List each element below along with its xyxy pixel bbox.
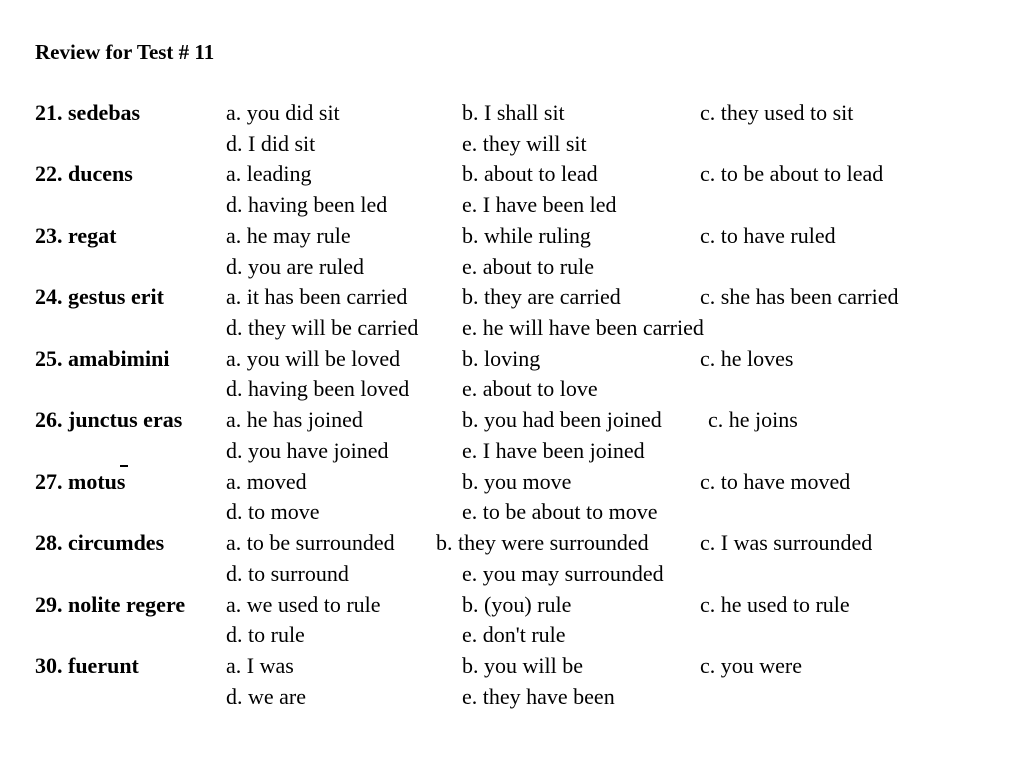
question-label: 27. motus <box>35 469 126 494</box>
option-a: a. to be surrounded <box>226 530 395 555</box>
option-e: e. don't rule <box>462 622 566 647</box>
question-row <box>0 313 1024 343</box>
question-label: 25. amabimini <box>35 346 170 371</box>
option-d: d. to move <box>226 499 320 524</box>
option-d: d. you have joined <box>226 438 389 463</box>
option-d: d. you are ruled <box>226 254 365 279</box>
option-a: a. he may rule <box>226 223 351 248</box>
option-b: b. (you) rule <box>462 592 572 617</box>
question-label: 30. fuerunt <box>35 653 139 678</box>
option-d: d. having been led <box>226 192 388 217</box>
question-row <box>0 682 1024 712</box>
option-c: c. they used to sit <box>700 100 854 125</box>
option-a: a. leading <box>226 161 312 186</box>
option-c: c. to have ruled <box>700 223 836 248</box>
option-d: d. I did sit <box>226 131 316 156</box>
question-row <box>0 129 1024 159</box>
option-a: a. moved <box>226 469 307 494</box>
option-d: d. to surround <box>226 561 349 586</box>
question-row <box>0 436 1024 466</box>
question-row <box>0 190 1024 220</box>
option-e: e. about to love <box>462 376 598 401</box>
option-e: e. I have been led <box>462 192 617 217</box>
question-row <box>0 282 1024 312</box>
question-row <box>0 590 1024 620</box>
option-c: c. to have moved <box>700 469 851 494</box>
question-label: 23. regat <box>35 223 117 248</box>
question-row <box>0 528 1024 558</box>
option-b: b. they were surrounded <box>436 530 649 555</box>
option-b: b. I shall sit <box>462 100 565 125</box>
question-label: 22. ducens <box>35 161 133 186</box>
question-label: 28. circumdes <box>35 530 165 555</box>
option-e: e. about to rule <box>462 254 594 279</box>
option-b: b. about to lead <box>462 161 598 186</box>
option-d: d. to rule <box>226 622 305 647</box>
option-b: b. you had been joined <box>462 407 662 432</box>
question-label: 26. junctus eras <box>35 407 183 432</box>
option-c: c. he loves <box>700 346 794 371</box>
question-row <box>0 405 1024 435</box>
option-a: a. you did sit <box>226 100 340 125</box>
question-row <box>0 221 1024 251</box>
question-row <box>0 252 1024 282</box>
option-e: e. you may surrounded <box>462 561 664 586</box>
option-d: d. they will be carried <box>226 315 419 340</box>
question-row <box>0 98 1024 128</box>
question-row <box>0 159 1024 189</box>
question-row <box>0 559 1024 589</box>
option-c: c. to be about to lead <box>700 161 884 186</box>
option-e: e. I have been joined <box>462 438 645 463</box>
option-c: c. he joins <box>708 407 798 432</box>
option-c: c. you were <box>700 653 803 678</box>
option-a: a. we used to rule <box>226 592 381 617</box>
question-label: 21. sedebas <box>35 100 141 125</box>
option-a: a. he has joined <box>226 407 363 432</box>
option-a: a. you will be loved <box>226 346 401 371</box>
question-row <box>0 467 1024 497</box>
question-row <box>0 344 1024 374</box>
option-e: e. they will sit <box>462 131 587 156</box>
question-row <box>0 374 1024 404</box>
question-label: 29. nolite regere <box>35 592 186 617</box>
option-a: a. it has been carried <box>226 284 408 309</box>
option-b: b. loving <box>462 346 541 371</box>
question-label: 24. gestus erit <box>35 284 164 309</box>
page-title: Review for Test # 11 <box>35 40 215 64</box>
option-e: e. they have been <box>462 684 615 709</box>
option-c: c. he used to rule <box>700 592 850 617</box>
option-e: e. he will have been carried <box>462 315 704 340</box>
question-row <box>0 497 1024 527</box>
question-row <box>0 620 1024 650</box>
option-b: b. you move <box>462 469 572 494</box>
option-c: c. I was surrounded <box>700 530 873 555</box>
question-row <box>0 651 1024 681</box>
option-d: d. we are <box>226 684 307 709</box>
option-d: d. having been loved <box>226 376 410 401</box>
option-c: c. she has been carried <box>700 284 899 309</box>
option-a: a. I was <box>226 653 294 678</box>
option-b: b. while ruling <box>462 223 591 248</box>
option-e: e. to be about to move <box>462 499 658 524</box>
option-b: b. you will be <box>462 653 583 678</box>
option-b: b. they are carried <box>462 284 621 309</box>
